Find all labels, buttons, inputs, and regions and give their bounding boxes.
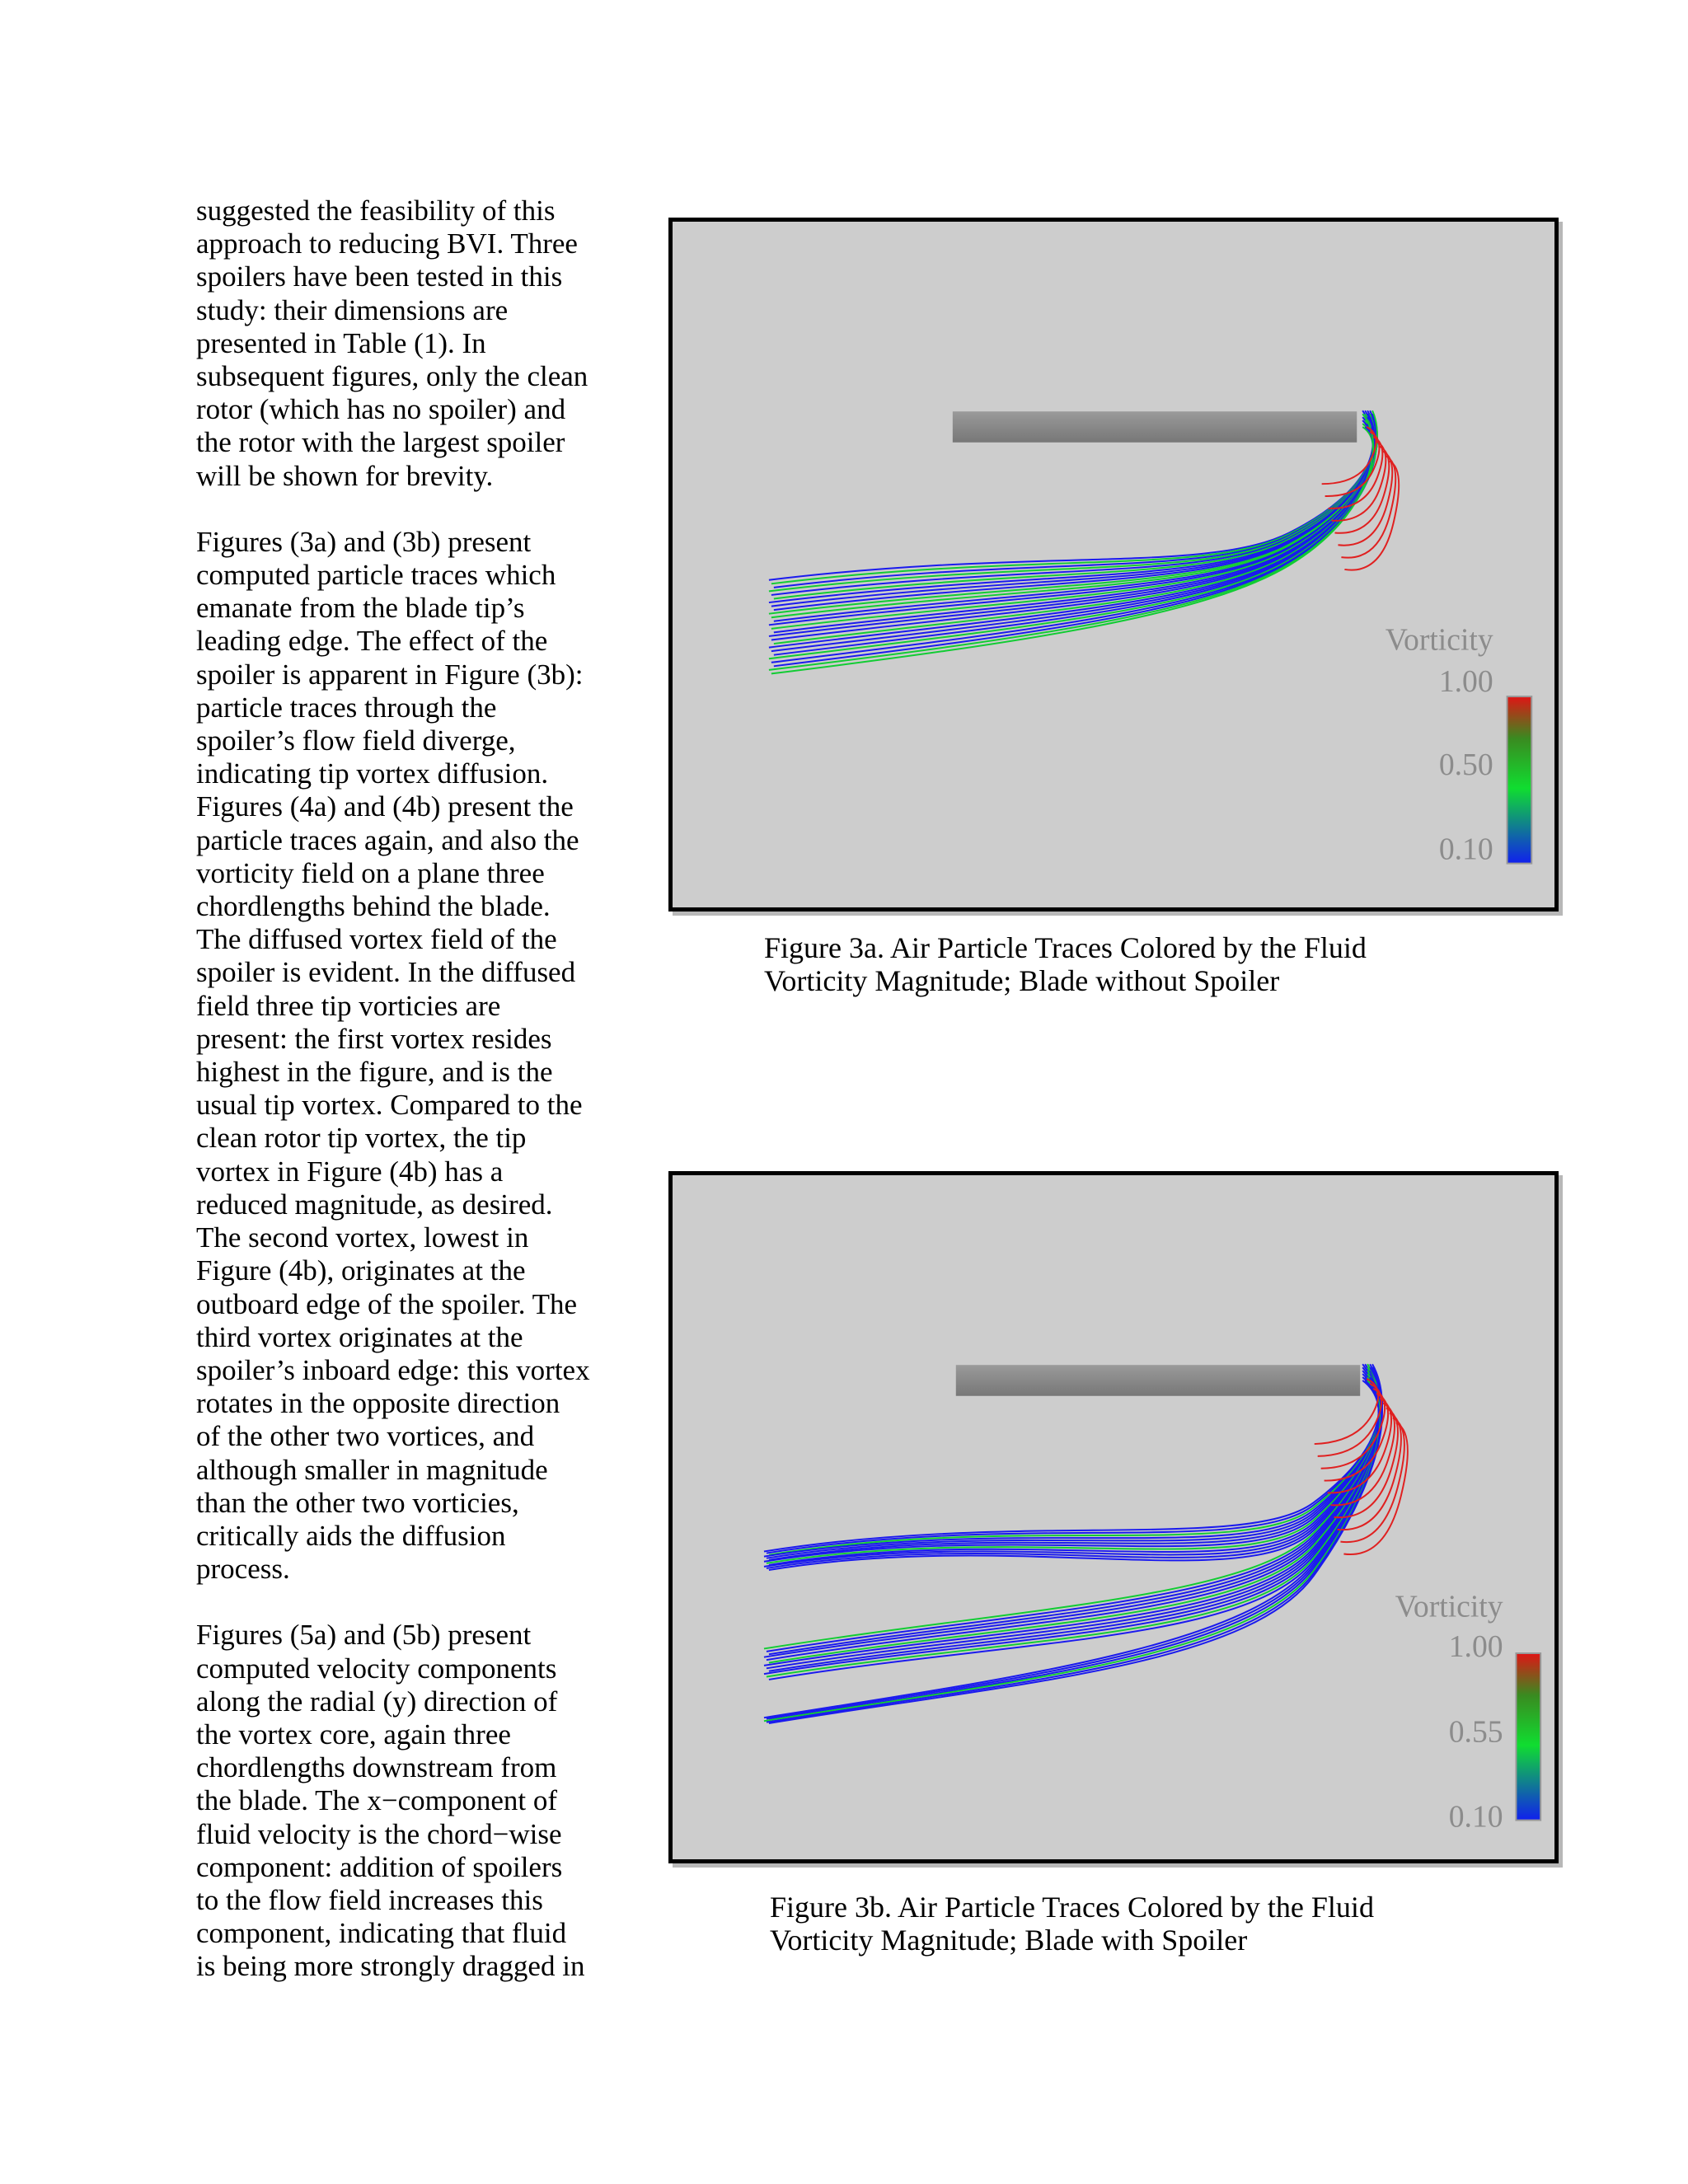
particle-trace: [769, 1371, 1382, 1654]
body-text-column: [196, 194, 658, 2017]
particle-trace: [774, 427, 1373, 598]
legend-min-label: 0.10: [1448, 1800, 1503, 1835]
figure-3b-image: [673, 1175, 1554, 1859]
particle-traces: [764, 1364, 1408, 1723]
particle-trace: [769, 1380, 1381, 1662]
figure-3b-caption: Figure 3b. Air Particle Traces Colored by the Fluid Vorticity Magnitude; Blade with Spoiler: [770, 1891, 1374, 1957]
figure-3a-image: [673, 222, 1554, 907]
particle-trace: [767, 1367, 1381, 1652]
legend-max-label: 1.00: [1438, 665, 1493, 700]
legend-mid-label: 0.55: [1448, 1715, 1503, 1750]
rotor-blade: [956, 1365, 1360, 1396]
particle-trace: [767, 1367, 1381, 1563]
figure-3a-caption: Figure 3a. Air Particle Traces Colored by the Fluid Vorticity Magnitude; Blade without Spoiler: [764, 931, 1367, 997]
particle-trace: [769, 1371, 1381, 1554]
legend-title: Vorticity: [1395, 1590, 1503, 1624]
legend-title: Vorticity: [1385, 623, 1493, 658]
legend-min-label: 0.10: [1438, 832, 1493, 867]
rotor-blade: [953, 411, 1357, 443]
body-paragraph: suggested the feasibility of this approach to reducing BVI. Three spoilers have been tested in this study: their dimensions are presented in Table (1). In subsequent figures, only the clean rotor (which has no spoiler) and the rotor with the largest spoiler will be shown for brevity.: [196, 194, 588, 492]
legend-max-label: 1.00: [1448, 1630, 1503, 1664]
body-paragraph: Figures (5a) and (5b) present computed velocity components along the radial (y) direction of the vortex core, again three chordlengths downstream from the blade. The x−component of fluid velocity is the chord−wise component: addition of spoilers to the flow field increases this component, indicating that fluid is being more strongly dragged in: [196, 1619, 585, 1983]
legend-color-bar: [1516, 1653, 1540, 1821]
body-paragraph: Figures (3a) and (3b) present computed particle traces which emanate from the blade tip’s leading edge. The effect of the spoiler is apparent in Figure (3b): particle traces through the spoiler’s flow field diverge, indicating tip vortex diffusion. Figures (4a) and (4b) present the particle traces again, and also the vorticity field on a plane three chordlengths behind the blade. The diffused vortex field of the spoiler is evident. In the diffused field three tip vorticies are present: the first vortex resides highest in the figure, and is the usual tip vortex. Compared to the clean rotor tip vortex, the tip vortex in Figure (4b) has a reduced magnitude, as desired. The second vortex, lowest in Figure (4b), originates at the outboard edge of the spoiler. The third vortex originates at the spoiler’s inboard edge: this vortex rotates in the opposite direction of the other two vortices, and although smaller in magnitude than the other two vorticies, critically aids the diffusion process.: [196, 525, 590, 1586]
legend-color-bar: [1507, 696, 1532, 864]
figure-3a-panel: [668, 218, 1559, 912]
particle-trace: [764, 1364, 1381, 1648]
particle-traces: [769, 410, 1399, 673]
legend-mid-label: 0.50: [1438, 748, 1493, 782]
figure-3b-panel: [668, 1171, 1559, 1863]
